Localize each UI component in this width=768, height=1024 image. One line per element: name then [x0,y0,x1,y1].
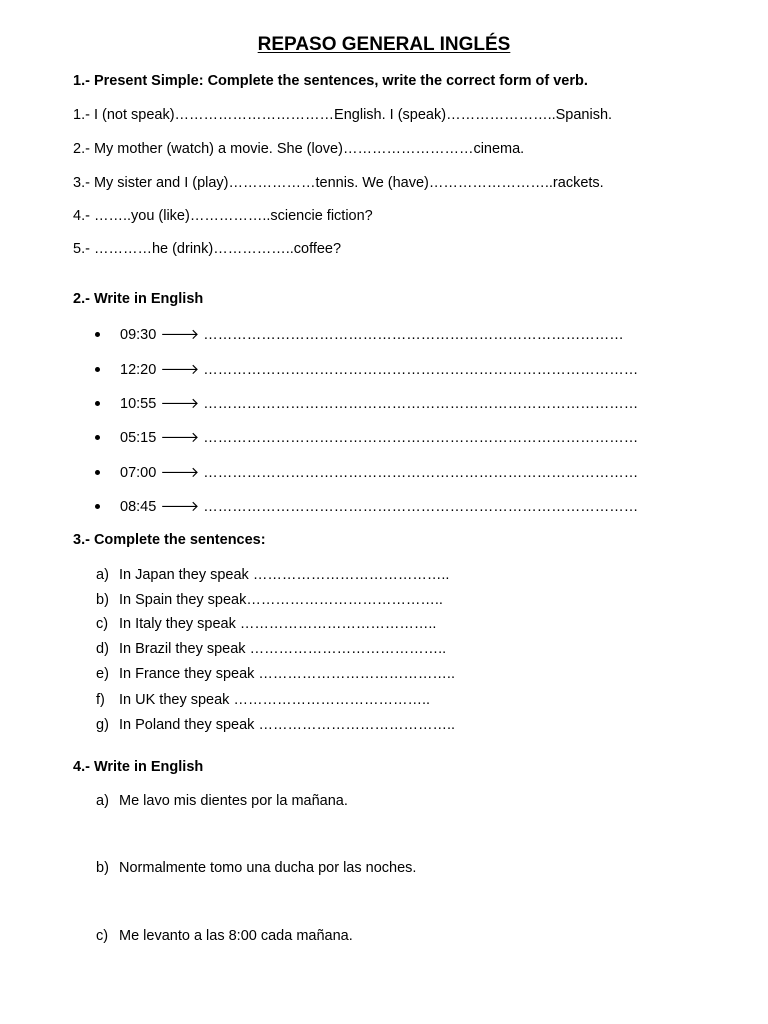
item-text: Normalmente tomo una ducha por las noches. [119,860,417,876]
item-letter: e) [96,666,109,682]
time-item-text: 08:45 🡒 ……………………………………………………………………………… [120,499,639,515]
item-letter: f) [96,692,105,708]
item-letter: c) [96,928,109,944]
item-text: In Poland they speak ………………………………….. [119,717,456,733]
item-letter: g) [96,717,109,733]
exercise-1-item-5: 5.- …………he (drink)……………..coffee? [73,241,342,257]
time-item-text: 09:30 🡒 …………………………………………………………………………… [120,327,624,343]
exercise-1-item-4: 4.- ……..you (like)……………..sciencie fiction? [73,208,373,224]
bullet-icon [95,401,100,406]
time-item-text: 10:55 🡒 ……………………………………………………………………………… [120,396,639,412]
item-letter: b) [96,860,109,876]
bullet-icon [95,470,100,475]
item-text: In UK they speak ………………………………….. [119,692,431,708]
section-4-heading: 4.- Write in English [73,759,204,775]
bullet-icon [95,435,100,440]
bullet-icon [95,367,100,372]
exercise-1-item-3: 3.- My sister and I (play)………………tennis. We (have)……………………..rackets. [73,175,604,191]
item-text: In Japan they speak ………………………………….. [119,567,450,583]
bullet-icon [95,332,100,337]
time-item-text: 12:20 🡒 ……………………………………………………………………………… [120,362,639,378]
time-item-text: 07:00 🡒 ……………………………………………………………………………… [120,465,639,481]
item-text: In Spain they speak………………………………….. [119,592,443,608]
section-3-heading: 3.- Complete the sentences: [73,532,266,548]
item-text: In Brazil they speak ………………………………….. [119,641,447,657]
item-text: In Italy they speak ………………………………….. [119,616,437,632]
exercise-1-item-1: 1.- I (not speak)……………………………English. I (speak)…………………..Spanish. [73,107,613,123]
section-2-heading: 2.- Write in English [73,291,204,307]
section-1-heading: 1.- Present Simple: Complete the sentences, write the correct form of verb. [73,73,588,89]
time-item-text: 05:15 🡒 ……………………………………………………………………………… [120,430,639,446]
item-text: Me levanto a las 8:00 cada mañana. [119,928,353,944]
page-title: REPASO GENERAL INGLÉS [257,34,511,55]
item-letter: c) [96,616,109,632]
item-text: Me lavo mis dientes por la mañana. [119,793,348,809]
item-letter: b) [96,592,109,608]
bullet-icon [95,504,100,509]
exercise-1-item-2: 2.- My mother (watch) a movie. She (love)………………………cinema. [73,141,525,157]
item-letter: a) [96,567,109,583]
item-letter: a) [96,793,109,809]
item-text: In France they speak ………………………………….. [119,666,455,682]
item-letter: d) [96,641,109,657]
